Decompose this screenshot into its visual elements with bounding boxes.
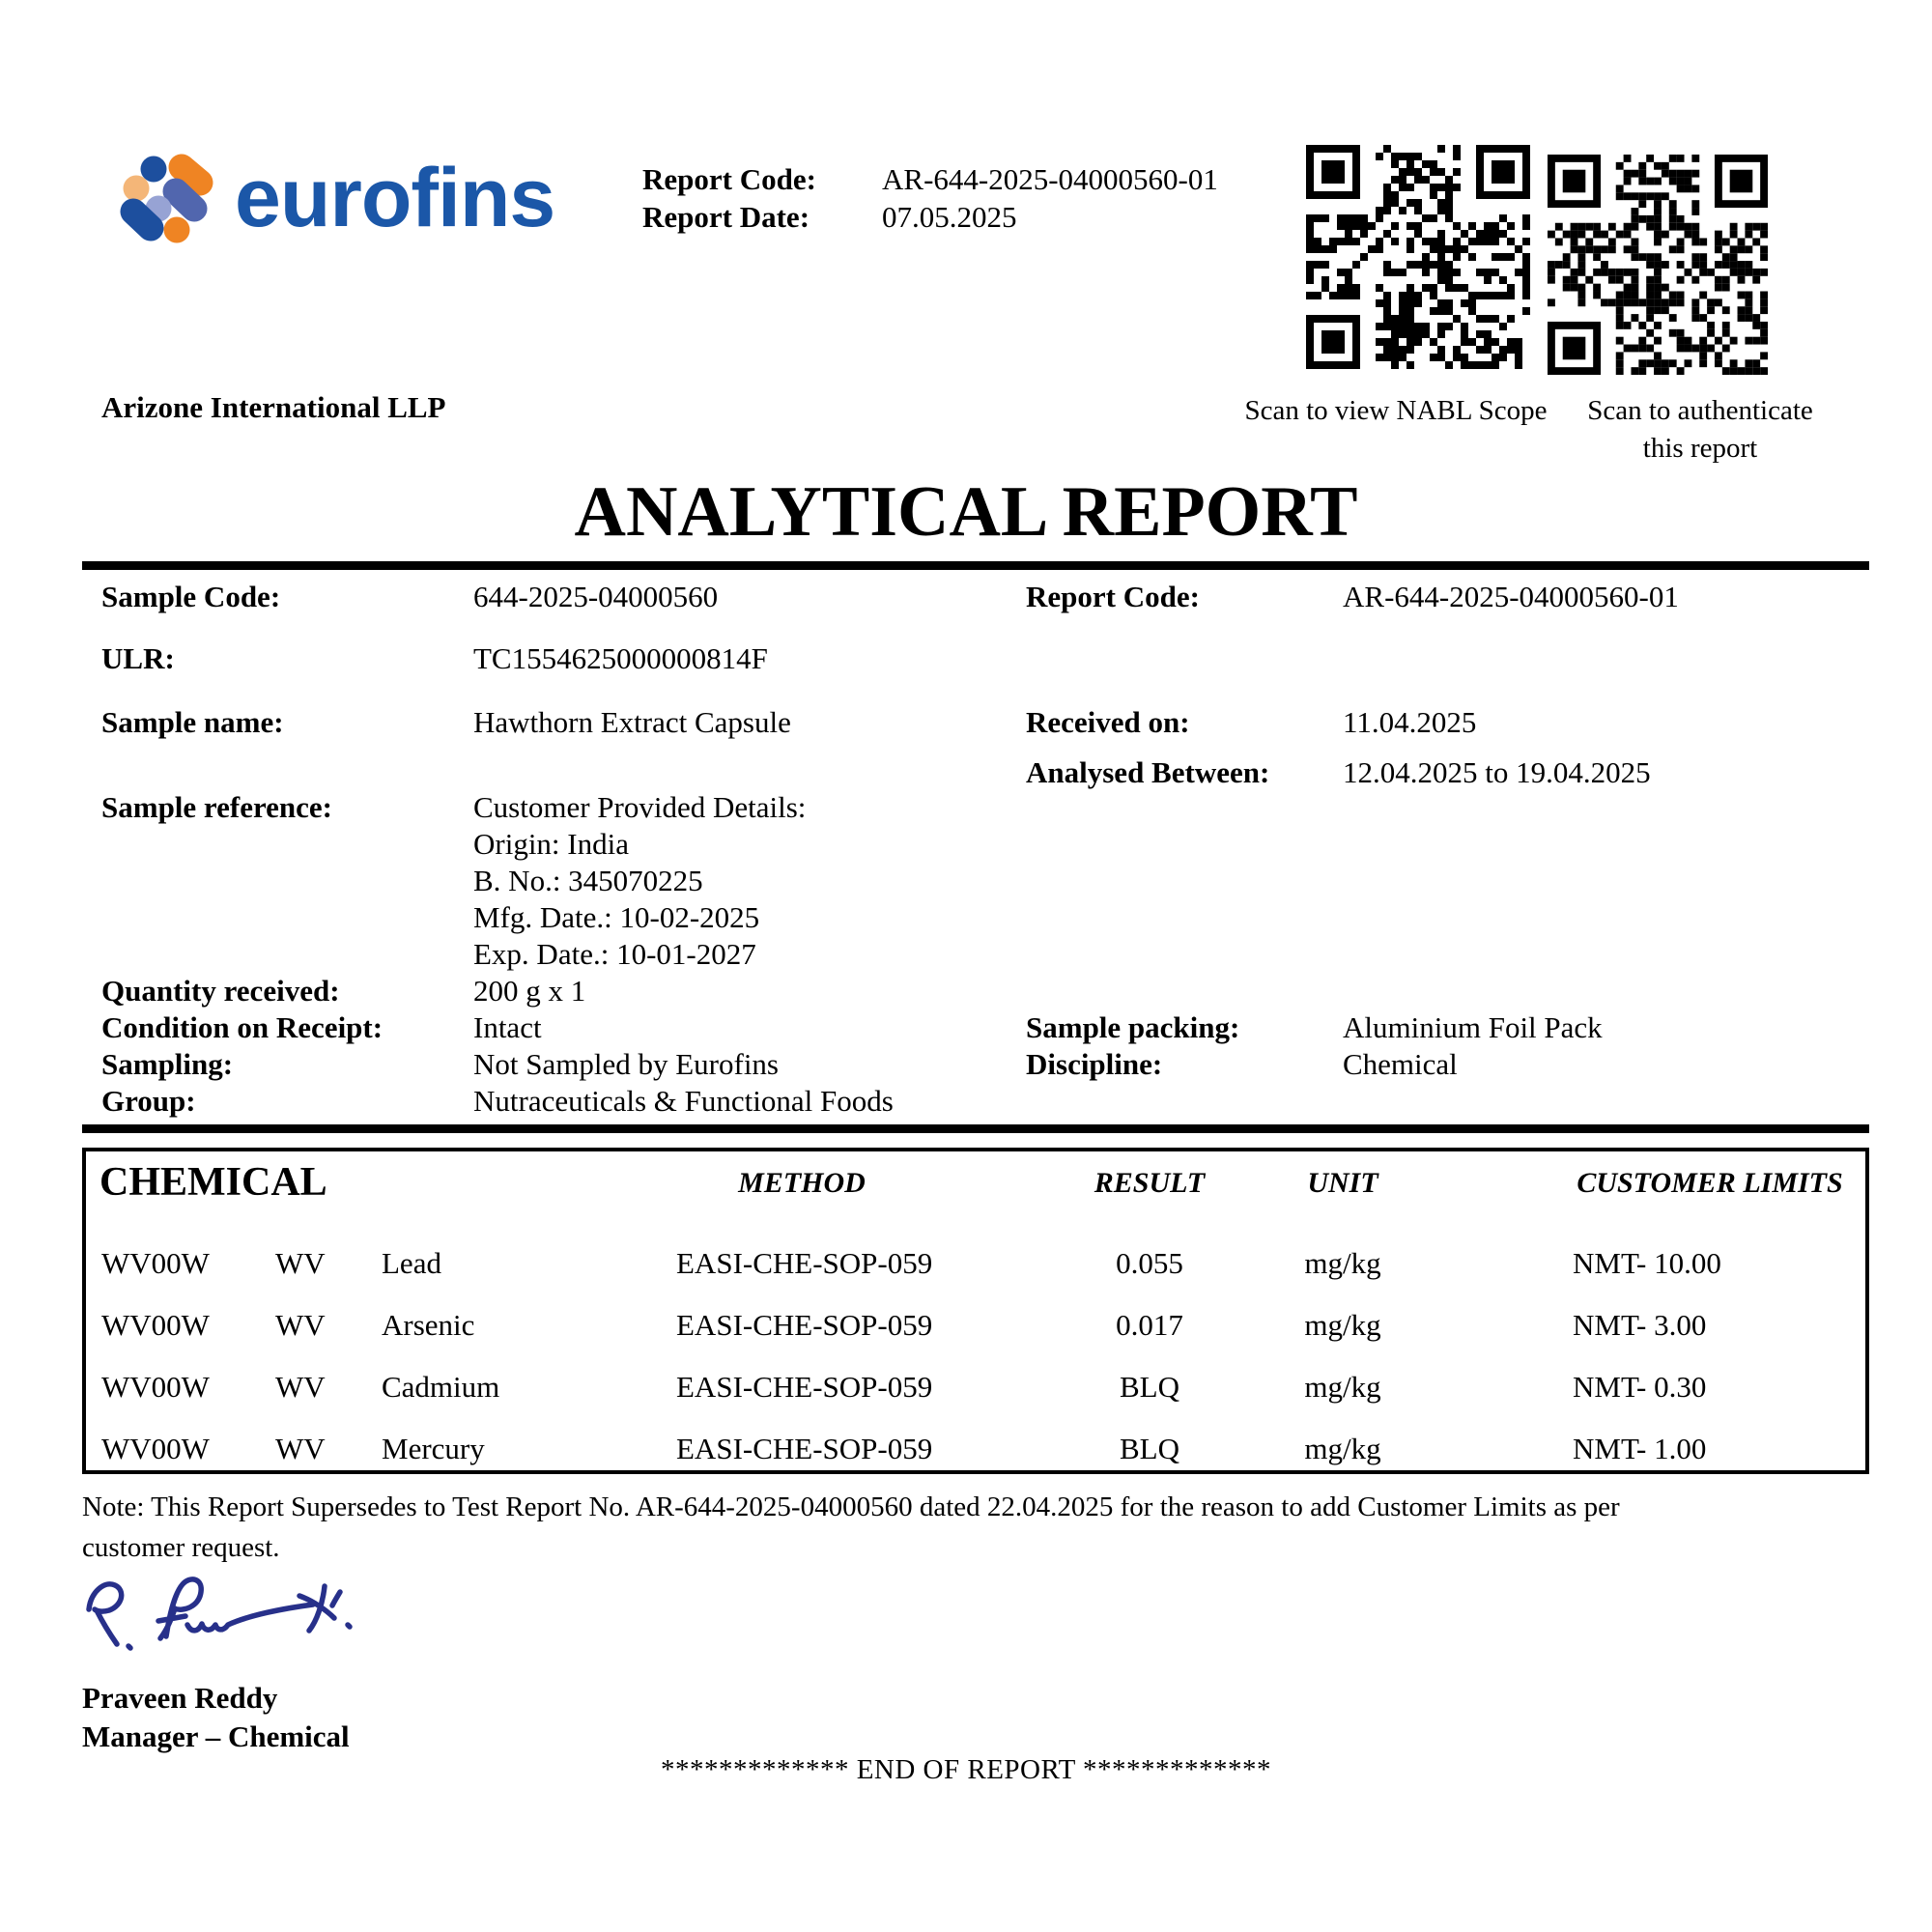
authenticate-qr-caption-line1: Scan to authenticate xyxy=(1587,395,1813,426)
sample-packing-value: Aluminium Foil Pack xyxy=(1343,1010,1603,1044)
note-line1: Note: This Report Supersedes to Test Report No. AR-644-2025-04000560 dated 22.04.2025 for the reason to add Customer Limits as per xyxy=(82,1492,1620,1522)
row-unit: mg/kg xyxy=(1304,1370,1381,1404)
sample-packing-label: Sample packing: xyxy=(1026,1010,1240,1044)
received-on-label: Received on: xyxy=(1026,705,1190,739)
row-result: 0.017 xyxy=(1116,1308,1183,1342)
sampling-label: Sampling: xyxy=(101,1047,234,1081)
group-label: Group: xyxy=(101,1084,196,1118)
report-date-value: 07.05.2025 xyxy=(882,200,1017,234)
sample-code-label: Sample Code: xyxy=(101,580,281,613)
divider-top xyxy=(82,561,1869,570)
report-date-label: Report Date: xyxy=(642,200,810,234)
row-unit: mg/kg xyxy=(1304,1432,1381,1465)
row-code: WV00W xyxy=(101,1246,210,1280)
condition-on-receipt-label: Condition on Receipt: xyxy=(101,1010,384,1044)
ulr-value: TC1554625000000814F xyxy=(473,641,768,675)
row-limit: NMT- 1.00 xyxy=(1573,1432,1707,1465)
row-code: WV00W xyxy=(101,1432,210,1465)
row-unit: mg/kg xyxy=(1304,1308,1381,1342)
signatory-role: Manager – Chemical xyxy=(82,1719,350,1753)
row-limit: NMT- 3.00 xyxy=(1573,1308,1707,1342)
quantity-received-value: 200 g x 1 xyxy=(473,974,586,1008)
row-lab: WV xyxy=(275,1370,326,1404)
column-header-result: RESULT xyxy=(1094,1167,1206,1199)
sample-reference-line1: Customer Provided Details: xyxy=(473,790,807,824)
row-result: BLQ xyxy=(1120,1370,1179,1404)
column-header-method: METHOD xyxy=(738,1167,866,1199)
row-analyte: Lead xyxy=(382,1246,441,1280)
signatory-name: Praveen Reddy xyxy=(82,1681,278,1715)
authenticate-qr-caption xyxy=(1575,392,1826,468)
eurofins-logo xyxy=(92,114,594,254)
sample-reference-line5: Exp. Date.: 10-01-2027 xyxy=(473,937,756,971)
row-lab: WV xyxy=(275,1432,326,1465)
report-code-label: Report Code: xyxy=(642,162,816,196)
table-section-title: CHEMICAL xyxy=(99,1160,327,1205)
row-result: 0.055 xyxy=(1116,1246,1183,1280)
row-unit: mg/kg xyxy=(1304,1246,1381,1280)
discipline-value: Chemical xyxy=(1343,1047,1458,1081)
received-on-value: 11.04.2025 xyxy=(1343,705,1477,739)
page-title: ANALYTICAL REPORT xyxy=(574,472,1358,552)
quantity-received-label: Quantity received: xyxy=(101,974,340,1008)
analysed-between-label: Analysed Between: xyxy=(1026,755,1270,789)
sampling-value: Not Sampled by Eurofins xyxy=(473,1047,779,1081)
row-method: EASI-CHE-SOP-059 xyxy=(676,1308,933,1342)
row-result: BLQ xyxy=(1120,1432,1179,1465)
row-lab: WV xyxy=(275,1308,326,1342)
end-of-report: ************* END OF REPORT ************* xyxy=(660,1754,1272,1785)
row-code: WV00W xyxy=(101,1370,210,1404)
signature-image xyxy=(75,1567,375,1678)
column-header-customer-limits: CUSTOMER LIMITS xyxy=(1577,1167,1843,1199)
nabl-scope-qr-code xyxy=(1306,145,1530,369)
column-header-unit: UNIT xyxy=(1307,1167,1378,1199)
eurofins-logo-dots-icon xyxy=(124,156,201,243)
report-code-right-label: Report Code: xyxy=(1026,580,1200,613)
row-lab: WV xyxy=(275,1246,326,1280)
analysed-between-value: 12.04.2025 to 19.04.2025 xyxy=(1343,755,1651,789)
row-method: EASI-CHE-SOP-059 xyxy=(676,1246,933,1280)
sample-code-value: 644-2025-04000560 xyxy=(473,580,719,613)
row-limit: NMT- 10.00 xyxy=(1573,1246,1721,1280)
condition-on-receipt-value: Intact xyxy=(473,1010,542,1044)
discipline-label: Discipline: xyxy=(1026,1047,1163,1081)
row-analyte: Mercury xyxy=(382,1432,485,1465)
row-method: EASI-CHE-SOP-059 xyxy=(676,1432,933,1465)
sample-reference-line3: B. No.: 345070225 xyxy=(473,864,703,897)
row-limit: NMT- 0.30 xyxy=(1573,1370,1707,1404)
sample-reference-label: Sample reference: xyxy=(101,790,333,824)
group-value: Nutraceuticals & Functional Foods xyxy=(473,1084,894,1118)
row-analyte: Arsenic xyxy=(382,1308,475,1342)
row-code: WV00W xyxy=(101,1308,210,1342)
divider-table-top xyxy=(82,1124,1869,1133)
report-code-right-value: AR-644-2025-04000560-01 xyxy=(1343,580,1679,613)
company-name: Arizone International LLP xyxy=(101,390,446,424)
row-method: EASI-CHE-SOP-059 xyxy=(676,1370,933,1404)
nabl-scope-qr-caption: Scan to view NABL Scope xyxy=(1244,395,1548,426)
ulr-label: ULR: xyxy=(101,641,175,675)
sample-reference-line2: Origin: India xyxy=(473,827,629,861)
authenticate-qr-caption-line2: this report xyxy=(1642,433,1758,465)
sample-reference-line4: Mfg. Date.: 10-02-2025 xyxy=(473,900,760,934)
authenticate-report-qr-code xyxy=(1548,155,1768,375)
report-code-value: AR-644-2025-04000560-01 xyxy=(882,162,1218,196)
note-line2: customer request. xyxy=(82,1532,280,1563)
row-analyte: Cadmium xyxy=(382,1370,500,1404)
sample-name-value: Hawthorn Extract Capsule xyxy=(473,705,791,739)
sample-name-label: Sample name: xyxy=(101,705,284,739)
eurofins-logo-text: eurofins xyxy=(235,152,555,244)
